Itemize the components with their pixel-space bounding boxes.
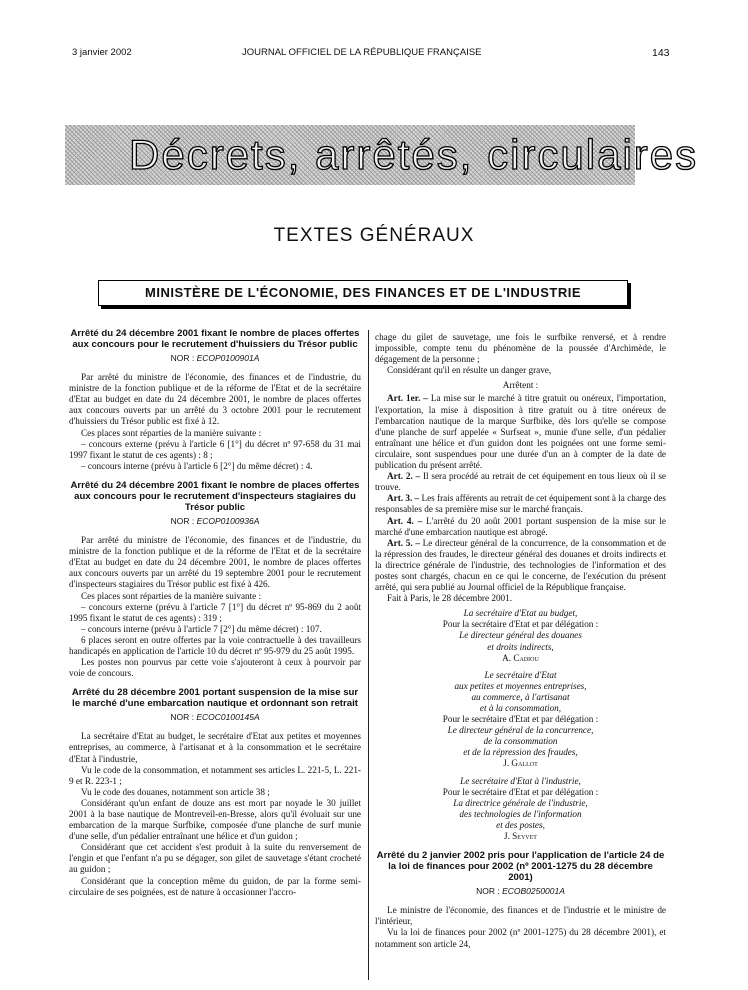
- paragraph: 6 places seront en outre offertes par la voie contractuelle à des travailleurs handicapés en application de l'article 10 du décret nº 95-979 du 25 août 1995.: [69, 634, 361, 656]
- arretent-label: Arrêtent :: [502, 380, 539, 391]
- nor-line-2: NOR : ECOP0100936A: [170, 515, 260, 526]
- paragraph: Les postes non pourvus par cette voie s'ajouteront à ceux à pourvoir par voie de concours.: [69, 657, 361, 679]
- article-2: Art. 2. – Il sera procédé au retrait de cet équipement en tous lieux où il se trouve.: [375, 471, 667, 493]
- list-item: – concours externe (prévu à l'article 6 [1°] du décret nº 97-658 du 31 mai 1997 fixant le statut de ces agents) : 8 ;: [69, 438, 361, 460]
- paragraph: Considérant qu'un enfant de douze ans est mort par noyade le 30 juillet 2001 à la base nautique de Montreveil-en-Bresse, alors qu'il évoluait sur une embarcation de la marque Surfbike, composée d'une planche de surf munie d'une selle, d'un pédalier entraînant une hélice et d'un guidon ;: [69, 797, 361, 842]
- ministry-title: MINISTÈRE DE L'ÉCONOMIE, DES FINANCES ET DE L'INDUSTRIE: [145, 285, 581, 300]
- signature-block-3: Le secrétaire d'Etat à l'industrie, Pour le secrétaire d'Etat et par délégation : La directrice générale de l'industrie, des technologies de l'information et des postes, J. Seyvet: [442, 775, 599, 842]
- paragraph: Vu le code des douanes, notamment son article 38 ;: [81, 786, 270, 797]
- signature-block-2: Le secrétaire d'Etat aux petites et moyennes entreprises, au commerce, à l'artisanat et à la consommation, Pour le secrétaire d'Etat et par délégation : Le directeur général de la concurrence, de la consommation et de la répression des fraudes, J. Gallot: [442, 669, 599, 769]
- signature-block-1: La secrétaire d'Etat au budget, Pour la secrétaire d'Etat et par délégation : Le directeur général des douanes et droits indirects, A. Cadiou: [442, 608, 599, 663]
- right-column: [375, 332, 666, 950]
- decree-title-2: Arrêté du 24 décembre 2001 fixant le nombre de places offertes aux concours pour le recrutement d'inspecteurs stagiaires du Trésor public: [70, 479, 360, 513]
- paragraph: Ces places sont réparties de la manière suivante :: [81, 590, 262, 601]
- paragraph: Considérant que cet accident s'est produit à la suite du renversement de l'engin et que l'enfant n'a pu se dégager, son gilet de sauvetage s'étant crocheté au guidon ;: [69, 842, 361, 875]
- banner-title: Décrets, arrêtés, circulaires: [129, 131, 699, 178]
- list-item: – concours interne (prévu à l'article 7 [2°] du même décret) : 107.: [81, 623, 322, 634]
- paragraph: Considérant qu'il en résulte un danger grave,: [387, 365, 552, 376]
- article-3: Art. 3. – Les frais afférents au retrait de cet équipement sont à la charge des responsables de sa première mise sur le marché français.: [375, 493, 667, 515]
- section-heading: TEXTES GÉNÉRAUX: [273, 225, 475, 246]
- header-date: 3 janvier 2002: [72, 47, 132, 58]
- section-banner: [65, 125, 699, 185]
- nor-line-4: NOR : ECOB0250001A: [476, 886, 565, 897]
- decree-title-4: Arrêté du 2 janvier 2002 pris pour l'application de l'article 24 de la loi de finances pour 2002 (nº 2001-1275 du 28 décembre 2001): [376, 850, 665, 884]
- ministry-box: [98, 280, 628, 306]
- header-page-number: 143: [652, 47, 670, 59]
- column-divider: [368, 330, 369, 980]
- paragraph: Par arrêté du ministre de l'économie, des finances et de l'industrie, du ministre de la fonction publique et de la réforme de l'Etat et de la secrétaire d'Etat au budget en date du 24 décembre 2001, le nombre de places offertes aux concours ouverts par un arrêté du 3 octobre 2001 pour le recrutement d'huissiers du Trésor public est fixé à 12.: [69, 372, 361, 427]
- paragraph: Par arrêté du ministre de l'économie, des finances et de l'industrie, du ministre de la fonction publique et de la réforme de l'Etat et de la secrétaire d'Etat au budget en date du 24 décembre 2001, le nombre de places offertes aux concours ouverts par un arrêté du 19 septembre 2001 pour le recrutement d'inspecteurs stagiaires du Trésor public est fixé à 426.: [69, 535, 361, 590]
- page-header: [0, 47, 748, 63]
- nor-line-1: NOR : ECOP0100901A: [170, 353, 260, 363]
- article-5: Art. 5. – Le directeur général de la concurrence, de la consommation et de la répression des fraudes, le directeur général des douanes et droits indirects et la directrice générale de l'industrie, des technologies de l'information et des postes sont chargés, chacun en ce qui le concerne, de l'exécution du présent arrêté, qui sera publié au Journal officiel de la République française.: [375, 537, 666, 593]
- paragraph: Vu le code de la consommation, et notamment ses articles L. 221-5, L. 221-9 et R. 223-1 ;: [69, 764, 361, 786]
- paragraph: Vu la loi de finances pour 2002 (nº 2001-1275) du 28 décembre 2001), et notamment son article 24,: [375, 927, 666, 949]
- paragraph: Considérant que la conception même du guidon, de par la forme semi-circulaire de ses poignées, est de nature à occasionner l'accro-: [69, 875, 361, 897]
- decree-title-3: Arrêté du 28 décembre 2001 portant suspension de la mise sur le marché d'une embarcation nautique et ordonnant son retrait: [71, 687, 359, 710]
- list-item: – concours interne (prévu à l'article 6 [2°] du même décret) : 4.: [81, 460, 313, 471]
- paragraph: Le ministre de l'économie, des finances et de l'industrie et le ministre de l'intérieur,: [375, 905, 666, 927]
- paragraph: Ces places sont réparties de la manière suivante :: [81, 427, 262, 438]
- decree-title-1: Arrêté du 24 décembre 2001 fixant le nombre de places offertes aux concours pour le recrutement d'huissiers du Trésor public: [70, 328, 360, 350]
- article-1: Art. 1er. – La mise sur le marché à titre gratuit ou onéreux, l'importation, l'exportation, la mise à disposition à titre gratuit ou à titre onéreux de l'embarcation nautique de la marque Surfbike, dès lors qu'elle se compose d'une planche de surf appelée « Surfseat », munie d'une selle, d'un pédalier entraînant une hélice et d'un guidon dont les poignées ont une forme semi-circulaire, sont suspendues pour une durée d'un an à compter de la date de publication du présent arrêté.: [375, 393, 667, 471]
- left-column: [69, 328, 361, 898]
- paragraph: chage du gilet de sauvetage, une fois le surfbike renversé, et à rendre impossible, compte tenu du phénomène de la poussée d'Archimède, le dégagement de la personne ;: [375, 332, 666, 365]
- paragraph: La secrétaire d'Etat au budget, le secrétaire d'Etat aux petites et moyennes entreprises, au commerce, à l'artisanat et à la consommation et le secrétaire d'Etat à l'industrie,: [69, 731, 361, 764]
- signature-date: Fait à Paris, le 28 décembre 2001.: [387, 593, 513, 604]
- nor-line-3: NOR : ECOC0100145A: [170, 712, 260, 723]
- list-item: – concours externe (prévu à l'article 7 [1°] du décret nº 95-869 du 2 août 1995 fixant le statut de ces agents) : 319 ;: [69, 601, 361, 623]
- header-journal-title: JOURNAL OFFICIEL DE LA RÉPUBLIQUE FRANÇAISE: [242, 47, 482, 58]
- article-4: Art. 4. – L'arrêté du 20 août 2001 portant suspension de la mise sur le marché d'une embarcation nautique est abrogé.: [375, 515, 667, 537]
